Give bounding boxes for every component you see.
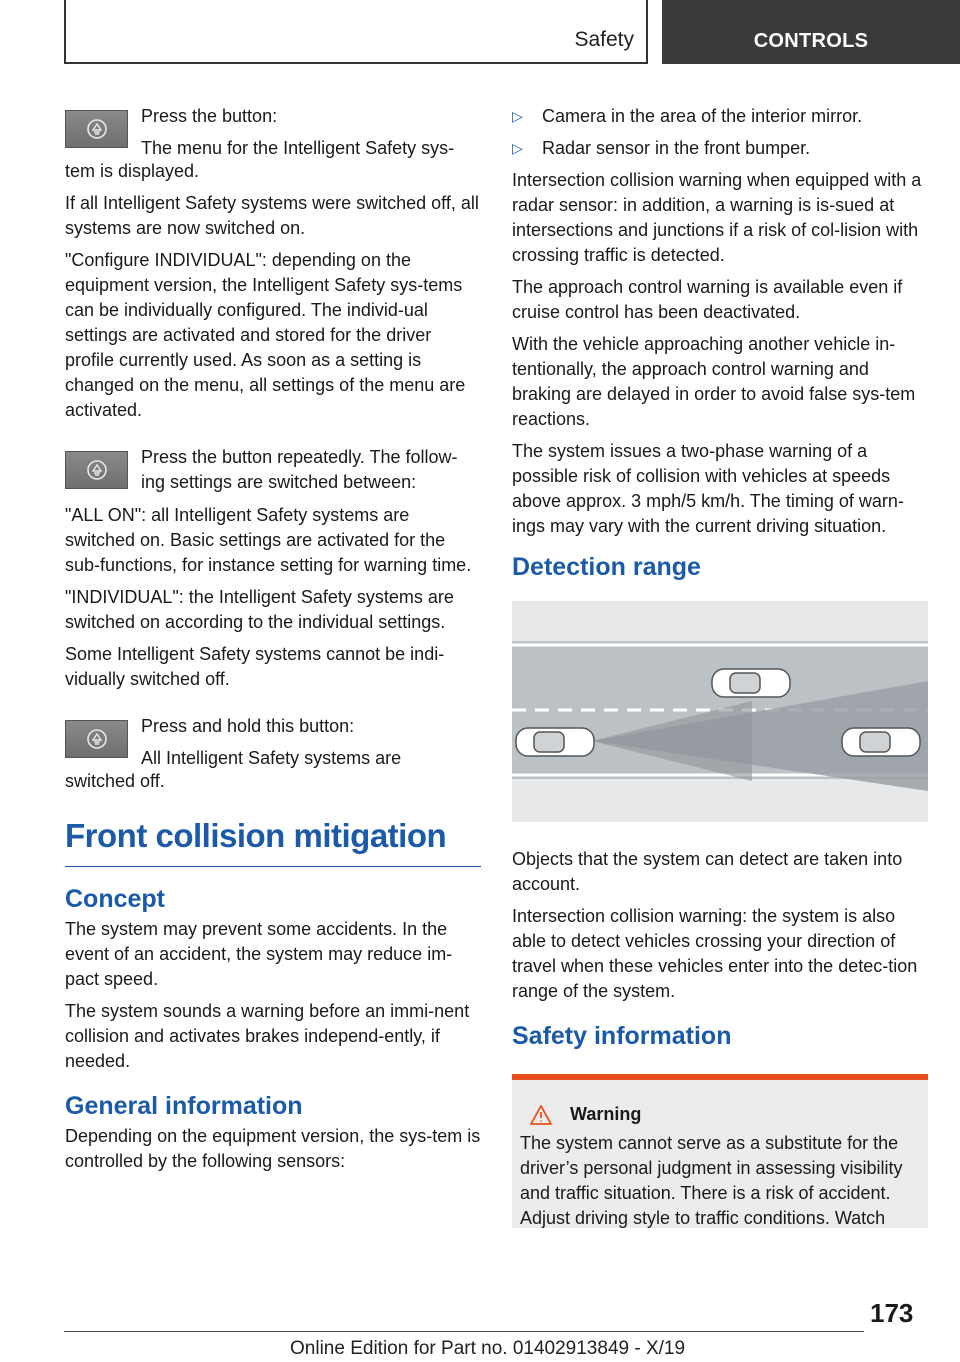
btn1-continuation: tem is displayed. xyxy=(65,161,200,181)
paragraph-intentional: With the vehicle approaching another vehicle in-tentionally, the approach control warning and braking are delayed in order to avoid false sys-tem reactions. xyxy=(512,334,916,429)
list-item: ▷ Radar sensor in the front bumper. xyxy=(512,136,928,161)
detection-range-illustration xyxy=(512,601,928,822)
button-instruction-3 xyxy=(65,714,481,776)
footer-edition: Online Edition for Part no. 01402913849 - X/19 xyxy=(290,1338,686,1359)
heading-detection-range: Detection range xyxy=(512,553,701,581)
footer-divider xyxy=(64,1331,864,1332)
safety-button-icon xyxy=(65,720,128,758)
left-column xyxy=(65,104,481,1181)
right-column xyxy=(512,104,928,1228)
car-icon xyxy=(842,728,920,756)
paragraph-intersection-detection: Intersection collision warning: the system is also able to detect vehicles crossing your direction of travel when these vehicles enter into the detec-tion range of the system. xyxy=(512,906,918,1001)
warning-triangle-icon xyxy=(530,1105,552,1125)
section-title: Front collision mitigation xyxy=(65,816,481,867)
button-instruction-1 xyxy=(65,104,481,166)
button-instruction-2 xyxy=(65,445,481,507)
paragraph-two-phase: The system issues a two-phase warning of a possible risk of collision with vehicles at speeds above approx. 3 mph/5 km/h. The timing of warn-ings may vary with the current driving situation. xyxy=(512,441,904,536)
header-frame xyxy=(64,0,648,64)
paragraph-general: Depending on the equipment version, the sys-tem is controlled by the following sensors: xyxy=(65,1126,481,1171)
warning-text: The system cannot serve as a substitute for the driver’s personal judgment in assessing visibility and traffic situation. There is a risk of accident. Adjust driving style to traffic conditions. Watch xyxy=(520,1133,903,1228)
paragraph-approach: The approach control warning is available even if cruise control has been deactivated. xyxy=(512,277,903,322)
list-item: ▷ Camera in the area of the interior mirror. xyxy=(512,104,928,129)
paragraph-all-off: If all Intelligent Safety systems were switched off, all systems are now switched on. xyxy=(65,193,479,238)
warning-title: Warning xyxy=(570,1104,642,1124)
paragraph-some: Some Intelligent Safety systems cannot be indi-vidually switched off. xyxy=(65,644,445,689)
paragraph-concept-2: The system sounds a warning before an immi-nent collision and activates brakes independ-ently, if needed. xyxy=(65,1001,470,1071)
sensor-list xyxy=(512,104,928,161)
header-section-title: Safety xyxy=(574,28,634,51)
btn3-line2: All Intelligent Safety systems are xyxy=(141,748,402,768)
heading-concept: Concept xyxy=(65,885,165,913)
btn3-line1: Press and hold this button: xyxy=(141,716,355,736)
paragraph-intersection: Intersection collision warning when equipped with a radar sensor: in addition, a warning is is-sued at intersections and junctions if a risk of col-lision with crossing traffic is detected. xyxy=(512,170,922,265)
btn2-text: Press the button repeatedly. The follow-ing settings are switched between: xyxy=(141,447,458,492)
paragraph-configure: "Configure INDIVIDUAL": depending on the equipment version, the Intelligent Safety sys-tems can be individually configured. The individ-ual settings are activated and stored for the driver profile currently used. As soon as a setting is changed on the menu, all settings of the menu are activated. xyxy=(65,250,466,420)
paragraph-objects: Objects that the system can detect are taken into account. xyxy=(512,849,903,894)
bullet-triangle-icon: ▷ xyxy=(512,108,523,124)
paragraph-individual: "INDIVIDUAL": the Intelligent Safety systems are switched on according to the individual settings. xyxy=(65,587,454,632)
safety-button-icon xyxy=(65,451,128,489)
heading-safety-information: Safety information xyxy=(512,1022,732,1050)
paragraph-all-on: "ALL ON": all Intelligent Safety systems are switched on. Basic settings are activated for the sub-functions, for instance setting for warning time. xyxy=(65,505,472,575)
car-icon xyxy=(712,669,790,697)
bullet-triangle-icon: ▷ xyxy=(512,140,523,156)
btn1-line2: The menu for the Intelligent Safety sys- xyxy=(141,138,455,158)
heading-general-information: General information xyxy=(65,1092,303,1120)
warning-box xyxy=(512,1074,928,1228)
paragraph-concept-1: The system may prevent some accidents. In the event of an accident, the system may reduce im-pact speed. xyxy=(65,919,453,989)
btn3-continuation: switched off. xyxy=(65,771,165,791)
page-number: 173 xyxy=(870,1298,914,1328)
btn1-line1: Press the button: xyxy=(141,106,278,126)
header-chapter-tab: CONTROLS xyxy=(662,0,960,64)
car-icon xyxy=(516,728,594,756)
safety-button-icon xyxy=(65,110,128,148)
